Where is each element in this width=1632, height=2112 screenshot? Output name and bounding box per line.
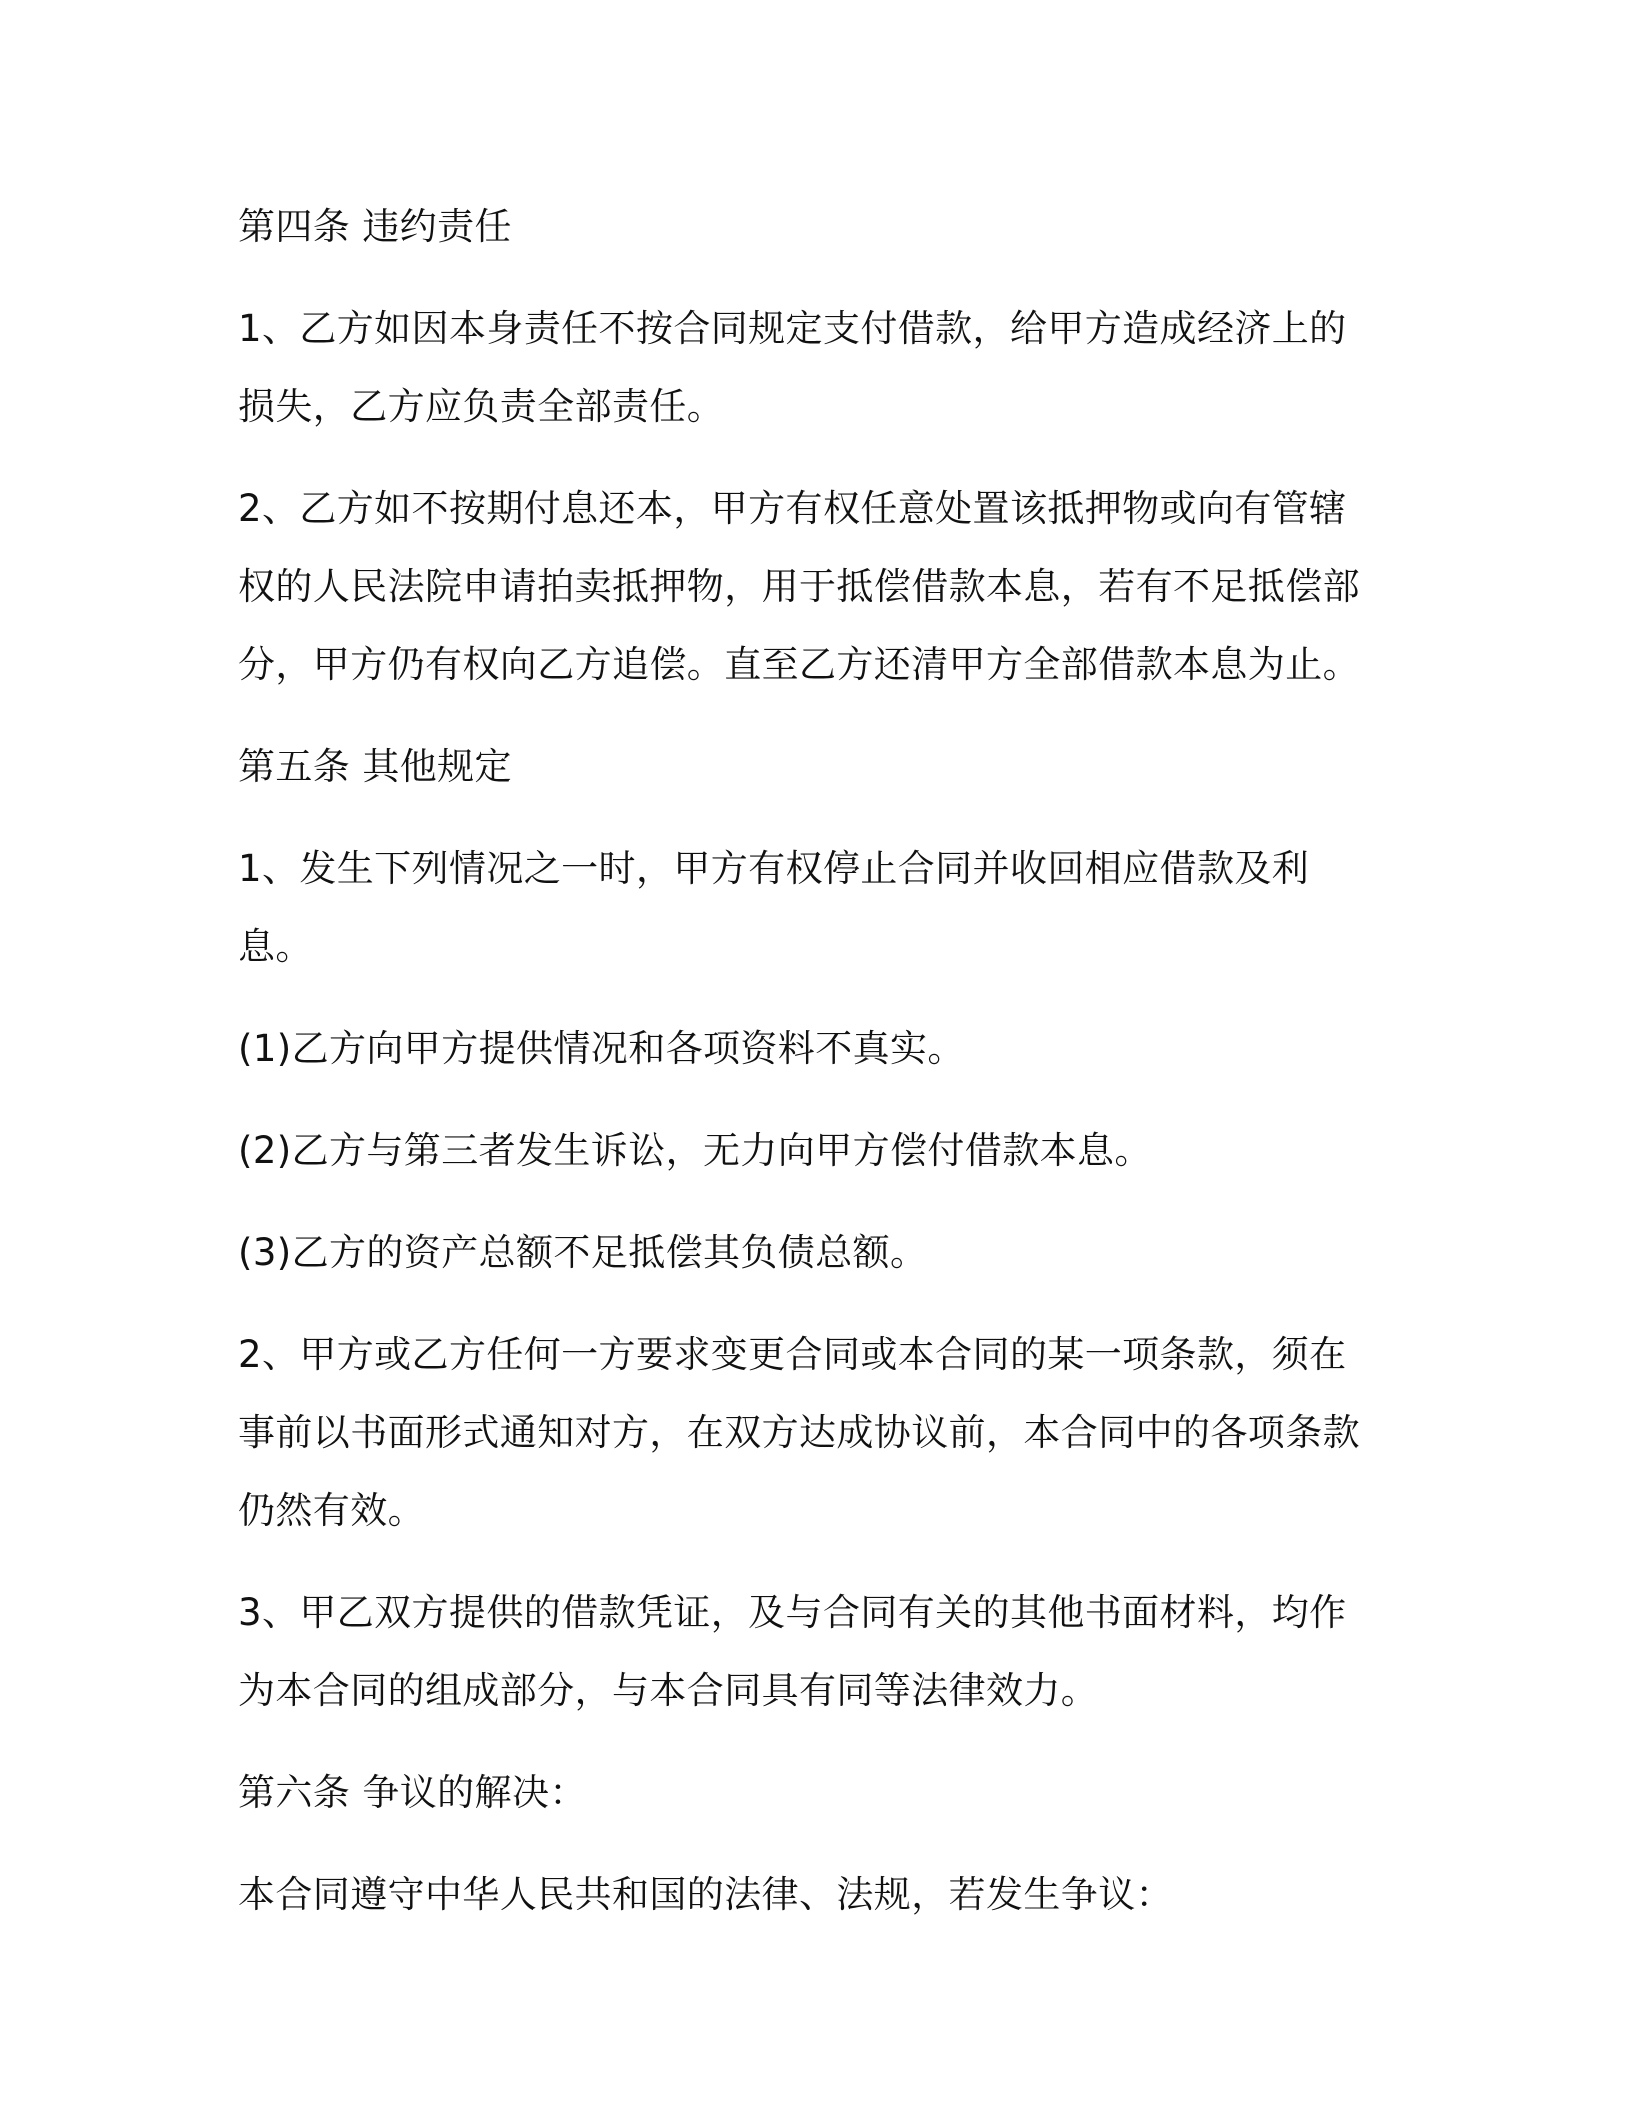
section-4-item-2: 2、乙方如不按期付息还本，甲方有权任意处置该抵押物或向有管辖权的人民法院申请拍卖抵押物，用于抵偿借款本息，若有不足抵偿部分，甲方仍有权向乙方追偿。直至乙方还清甲方全部借款本息为止。 — [238, 487, 1360, 686]
section-5-sub-item-3: (3)乙方的资产总额不足抵偿其负债总额。 — [238, 1231, 928, 1274]
section-5-item-2: 2、甲方或乙方任何一方要求变更合同或本合同的某一项条款，须在事前以书面形式通知对方，在双方达成协议前，本合同中的各项条款仍然有效。 — [238, 1333, 1360, 1532]
section-4-item-1: 1、乙方如因本身责任不按合同规定支付借款，给甲方造成经济上的损失，乙方应负责全部责任。 — [238, 307, 1347, 428]
section-6-heading: 第六条 争议的解决： — [238, 1771, 587, 1814]
section-5-item-3: 3、甲乙双方提供的借款凭证，及与合同有关的其他书面材料，均作为本合同的组成部分，与本合同具有同等法律效力。 — [238, 1591, 1347, 1712]
section-5-sub-item-1: (1)乙方向甲方提供情况和各项资料不真实。 — [238, 1027, 965, 1070]
section-6-intro: 本合同遵守中华人民共和国的法律、法规，若发生争议： — [238, 1873, 1173, 1916]
section-4-heading: 第四条 违约责任 — [238, 205, 512, 248]
section-5-item-1: 1、发生下列情况之一时，甲方有权停止合同并收回相应借款及利息。 — [238, 847, 1310, 968]
document-body — [238, 188, 1378, 1958]
section-5-heading: 第五条 其他规定 — [238, 745, 512, 788]
section-5-sub-item-2: (2)乙方与第三者发生诉讼，无力向甲方偿付借款本息。 — [238, 1129, 1152, 1172]
